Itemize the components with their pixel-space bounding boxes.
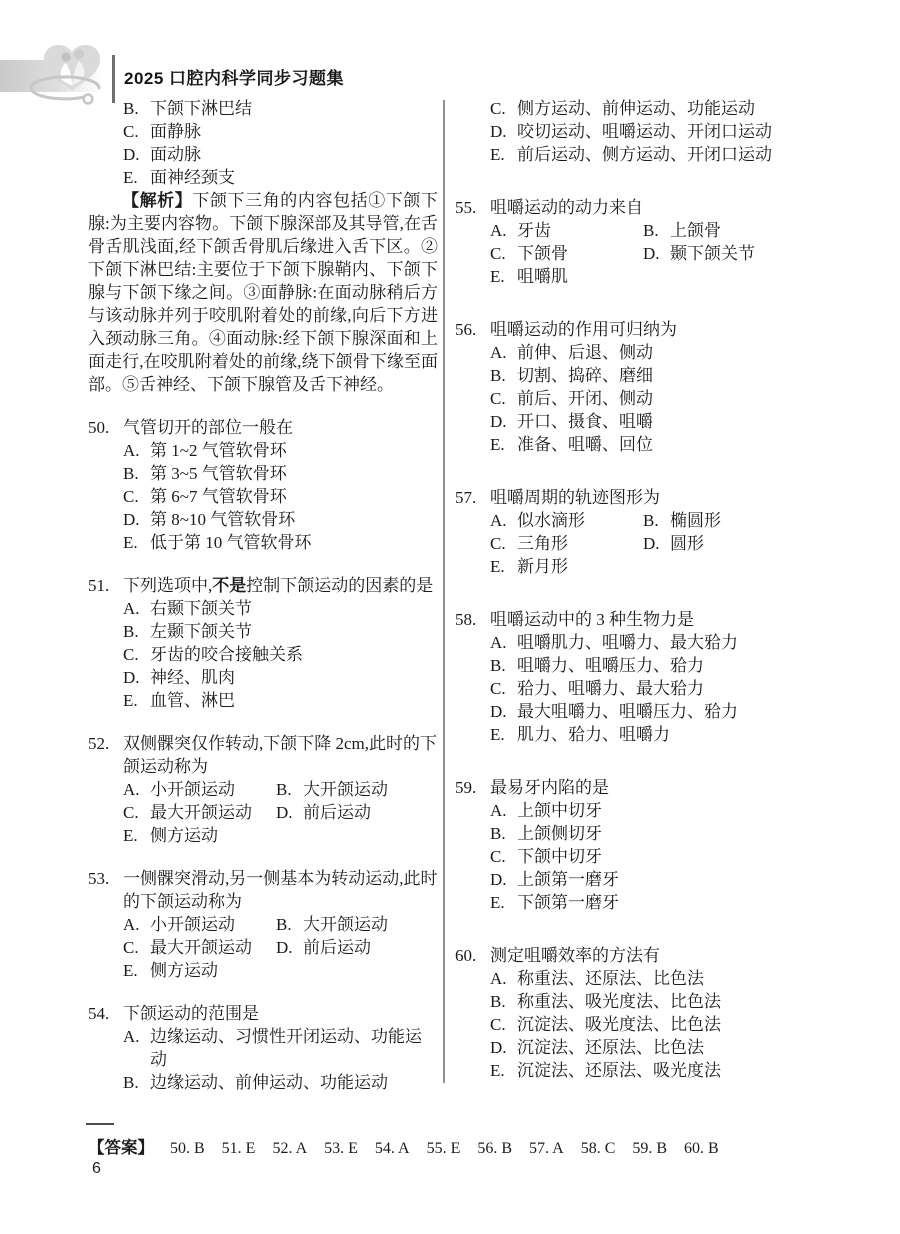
option-label: E. — [123, 168, 138, 187]
option-text: 咀嚼肌力、咀嚼力、最大𬌗力 — [517, 633, 738, 652]
option-text: 低于第 10 气管软骨环 — [150, 533, 312, 552]
stem-segment: 最易牙内陷的是 — [490, 778, 609, 797]
question-block — [88, 732, 438, 847]
option-row — [88, 936, 438, 959]
option-label: D. — [490, 702, 507, 721]
question-head — [88, 867, 438, 913]
question-block — [455, 776, 827, 914]
option-text: 边缘运动、前伸运动、功能运动 — [150, 1073, 388, 1092]
option-label: E. — [490, 1061, 505, 1080]
option-text: 最大咀嚼力、咀嚼压力、𬌗力 — [517, 702, 738, 721]
option-label: E. — [490, 145, 505, 164]
question-head — [88, 732, 438, 778]
question-option — [490, 265, 643, 288]
option-label: B. — [276, 780, 292, 799]
option-text: 最大开颌运动 — [150, 938, 252, 957]
stem-segment: 下列选项中, — [123, 576, 213, 595]
option-text: 准备、咀嚼、回位 — [517, 435, 653, 454]
option-text: 牙齿的咬合接触关系 — [150, 645, 303, 664]
option-label: A. — [490, 633, 507, 652]
option-row — [88, 824, 438, 847]
option-label: B. — [490, 656, 506, 675]
option-label: C. — [490, 244, 506, 263]
option-label: C. — [123, 938, 139, 957]
question-option — [643, 509, 827, 532]
option-label: C. — [490, 534, 506, 553]
answers-divider — [86, 1123, 114, 1125]
option-label: D. — [123, 145, 140, 164]
option-label: D. — [123, 510, 140, 529]
option-text: 颞下颌关节 — [670, 244, 755, 263]
option-text: 小开颌运动 — [150, 915, 235, 934]
stem-segment: 一侧髁突滑动,另一侧基本为转动运动,此时的下颌运动称为 — [123, 869, 438, 911]
page-number: 6 — [92, 1160, 101, 1177]
option-label: B. — [490, 366, 506, 385]
option-row — [455, 532, 827, 555]
option-label: D. — [490, 870, 507, 889]
option-label: A. — [123, 780, 140, 799]
option-label: C. — [490, 679, 506, 698]
answer-item: 59. B — [632, 1140, 668, 1157]
option-label: C. — [490, 1015, 506, 1034]
option-text: 肌力、𬌗力、咀嚼力 — [517, 725, 670, 744]
option-text: 侧方运动 — [150, 826, 218, 845]
question-option — [123, 824, 276, 847]
option-label: A. — [490, 511, 507, 530]
option-label: A. — [490, 221, 507, 240]
stem-segment: 控制下颌运动的因素的是 — [246, 576, 434, 595]
option-label: A. — [490, 969, 507, 988]
option-text: 牙齿 — [517, 221, 551, 240]
option-label: A. — [490, 343, 507, 362]
option-row — [455, 555, 827, 578]
question-option — [455, 433, 827, 456]
question-head — [88, 1002, 438, 1025]
question-number: 50. — [88, 418, 110, 437]
answer-item: 52. A — [272, 1140, 308, 1157]
option-text: 上颌中切牙 — [517, 801, 602, 820]
question-stem — [123, 416, 438, 439]
option-label: D. — [490, 412, 507, 431]
option-label: C. — [123, 803, 139, 822]
answer-item: 51. E — [221, 1140, 256, 1157]
question-option — [276, 778, 438, 801]
question-option — [455, 1013, 827, 1036]
question-block — [88, 867, 438, 982]
question-number: 57. — [455, 488, 477, 507]
option-label: E. — [490, 557, 505, 576]
option-label: A. — [123, 441, 140, 460]
question-option — [490, 219, 643, 242]
question-option — [490, 509, 643, 532]
answer-item: 56. B — [477, 1140, 513, 1157]
question-option — [88, 666, 438, 689]
book-title: 2025 口腔内科学同步习题集 — [124, 69, 345, 88]
question-option — [455, 143, 827, 166]
question-option — [88, 120, 438, 143]
option-label: B. — [643, 511, 659, 530]
option-text: 新月形 — [517, 557, 568, 576]
question-option — [643, 242, 827, 265]
option-text: 右颞下颌关节 — [150, 599, 252, 618]
question-option — [88, 166, 438, 189]
question-option — [490, 555, 643, 578]
question-head — [455, 196, 827, 219]
option-text: 面动脉 — [150, 145, 201, 164]
question-option — [88, 531, 438, 554]
option-label: E. — [123, 961, 138, 980]
question-option — [123, 959, 276, 982]
question-option — [88, 1071, 438, 1094]
question-number: 58. — [455, 610, 477, 629]
option-label: A. — [490, 801, 507, 820]
option-label: C. — [123, 487, 139, 506]
question-stem — [123, 574, 438, 597]
option-text: 侧方运动 — [150, 961, 218, 980]
question-stem — [490, 608, 827, 631]
option-text: 面神经颈支 — [150, 168, 235, 187]
question-option — [643, 219, 827, 242]
question-number: 59. — [455, 778, 477, 797]
question-option — [455, 1036, 827, 1059]
question-block — [88, 416, 438, 554]
option-text: 椭圆形 — [670, 511, 721, 530]
option-text: 上颌第一磨牙 — [517, 870, 619, 889]
option-text: 下颌下淋巴结 — [150, 99, 252, 118]
option-label: B. — [490, 992, 506, 1011]
option-text: 大开颌运动 — [303, 780, 388, 799]
option-row — [88, 959, 438, 982]
option-row — [455, 265, 827, 288]
option-text: 咀嚼力、咀嚼压力、𬌗力 — [517, 656, 704, 675]
answer-key-list — [170, 1140, 736, 1157]
question-option — [276, 913, 438, 936]
question-option — [455, 120, 827, 143]
option-text: 切割、捣碎、磨细 — [517, 366, 653, 385]
question-option — [455, 868, 827, 891]
option-label: E. — [123, 691, 138, 710]
question-option — [455, 387, 827, 410]
question-stem — [490, 944, 827, 967]
question-block — [455, 196, 827, 288]
question-number: 55. — [455, 198, 477, 217]
stem-segment: 双侧髁突仅作转动,下颌下降 2cm,此时的下颌运动称为 — [123, 734, 438, 776]
question-block — [455, 486, 827, 578]
question-option — [88, 643, 438, 666]
question-block — [455, 608, 827, 746]
option-text: 侧方运动、前伸运动、功能运动 — [517, 99, 755, 118]
analysis-paragraph — [88, 189, 438, 396]
option-text: 称重法、还原法、比色法 — [517, 969, 704, 988]
question-option — [88, 508, 438, 531]
stem-segment: 不是 — [212, 576, 247, 595]
question-number: 53. — [88, 869, 110, 888]
question-block — [455, 944, 827, 1082]
question-option — [88, 485, 438, 508]
option-text: 前后运动、侧方运动、开闭口运动 — [517, 145, 772, 164]
option-label: B. — [276, 915, 292, 934]
option-label: B. — [123, 1073, 139, 1092]
question-option — [455, 845, 827, 868]
option-label: B. — [123, 622, 139, 641]
option-label: A. — [123, 915, 140, 934]
answer-key-label: 【答案】 — [88, 1139, 154, 1157]
question-option — [455, 631, 827, 654]
option-label: B. — [643, 221, 659, 240]
option-label: D. — [490, 1038, 507, 1057]
option-text: 𬌗力、咀嚼力、最大𬌗力 — [517, 679, 704, 698]
option-label: A. — [123, 599, 140, 618]
answer-item: 50. B — [170, 1140, 205, 1157]
option-text: 下颌骨 — [517, 244, 568, 263]
option-label: E. — [490, 893, 505, 912]
answer-item: 58. C — [580, 1140, 616, 1157]
question-head — [88, 574, 438, 597]
option-text: 边缘运动、习惯性开闭运动、功能运动 — [150, 1027, 422, 1069]
question-option — [123, 936, 276, 959]
question-option — [276, 801, 438, 824]
option-text: 咬切运动、咀嚼运动、开闭口运动 — [517, 122, 772, 141]
option-text: 似水滴形 — [517, 511, 585, 530]
option-text: 沉淀法、吸光度法、比色法 — [517, 1015, 721, 1034]
option-label: E. — [490, 267, 505, 286]
option-label: C. — [123, 645, 139, 664]
option-row — [88, 778, 438, 801]
question-option — [455, 341, 827, 364]
question-option — [455, 97, 827, 120]
question-option — [455, 822, 827, 845]
answer-item: 54. A — [374, 1140, 410, 1157]
question-option — [276, 936, 438, 959]
question-number: 54. — [88, 1004, 110, 1023]
answer-item: 53. E — [324, 1140, 358, 1157]
option-text: 前后运动 — [303, 938, 371, 957]
stem-segment: 咀嚼运动的动力来自 — [490, 198, 643, 217]
question-option — [455, 990, 827, 1013]
column-divider — [443, 100, 445, 1083]
option-label: D. — [643, 534, 660, 553]
question-stem — [123, 1002, 438, 1025]
analysis-text: 下颌下三角的内容包括①下颌下腺:为主要内容物。下颌下腺深部及其导管,在舌骨舌肌浅面,经下颌舌骨肌后缘进入舌下区。②下颌下淋巴结:主要位于下颌下腺鞘内、下颌下腺与下颌下缘之间。③面静脉:在面动脉稍后方与该动脉并列于咬肌附着处的前缘,向后下方进入颈动脉三角。④面动脉:经下颌下腺深面和上面走行,在咬肌附着处的前缘,绕下颌骨下缘至面部。⑤舌神经、下颌下腺管及舌下神经。 — [88, 191, 439, 394]
question-option — [88, 97, 438, 120]
option-text: 第 6~7 气管软骨环 — [150, 487, 287, 506]
question-option — [123, 913, 276, 936]
option-label: D. — [643, 244, 660, 263]
question-option — [88, 439, 438, 462]
question-stem — [490, 318, 827, 341]
left-column — [88, 97, 438, 1094]
option-label: E. — [490, 435, 505, 454]
option-label: C. — [490, 99, 506, 118]
right-column — [455, 97, 827, 1082]
answer-key — [88, 1134, 848, 1158]
question-number: 51. — [88, 576, 110, 595]
question-number: 56. — [455, 320, 477, 339]
option-text: 咀嚼肌 — [517, 267, 568, 286]
question-option — [455, 410, 827, 433]
stem-segment: 咀嚼运动的作用可归纳为 — [490, 320, 677, 339]
option-row — [455, 509, 827, 532]
stem-segment: 测定咀嚼效率的方法有 — [490, 946, 660, 965]
option-label: D. — [276, 803, 293, 822]
option-row — [88, 913, 438, 936]
question-head — [455, 776, 827, 799]
option-text: 小开颌运动 — [150, 780, 235, 799]
question-head — [455, 486, 827, 509]
option-label: C. — [490, 847, 506, 866]
stem-segment: 下颌运动的范围是 — [123, 1004, 259, 1023]
question-option — [455, 677, 827, 700]
question-option — [490, 532, 643, 555]
question-block — [88, 574, 438, 712]
question-number: 60. — [455, 946, 477, 965]
header-divider — [112, 55, 115, 103]
option-text: 第 1~2 气管软骨环 — [150, 441, 287, 460]
question-option — [455, 891, 827, 914]
option-label: D. — [490, 122, 507, 141]
question-option — [88, 462, 438, 485]
question-head — [455, 608, 827, 631]
option-text: 血管、淋巴 — [150, 691, 235, 710]
question-option — [455, 654, 827, 677]
option-row — [455, 219, 827, 242]
question-head — [88, 416, 438, 439]
question-stem — [123, 732, 438, 778]
stem-segment: 气管切开的部位一般在 — [123, 418, 293, 437]
answer-item: 57. A — [529, 1140, 564, 1157]
question-option — [455, 723, 827, 746]
option-label: B. — [123, 99, 139, 118]
question-head — [455, 944, 827, 967]
question-option — [455, 1059, 827, 1082]
option-text: 圆形 — [670, 534, 704, 553]
question-option — [88, 143, 438, 166]
question-head — [455, 318, 827, 341]
question-option — [88, 620, 438, 643]
option-text: 面静脉 — [150, 122, 201, 141]
question-option — [88, 1025, 438, 1071]
stem-segment: 咀嚼运动中的 3 种生物力是 — [490, 610, 694, 629]
option-text: 前后、开闭、侧动 — [517, 389, 653, 408]
stem-segment: 咀嚼周期的轨迹图形为 — [490, 488, 660, 507]
question-option — [123, 778, 276, 801]
option-text: 第 3~5 气管软骨环 — [150, 464, 287, 483]
option-label: E. — [490, 725, 505, 744]
option-text: 下颌中切牙 — [517, 847, 602, 866]
question-option — [455, 967, 827, 990]
option-text: 三角形 — [517, 534, 568, 553]
option-label: D. — [123, 668, 140, 687]
option-text: 称重法、吸光度法、比色法 — [517, 992, 721, 1011]
option-text: 上颌侧切牙 — [517, 824, 602, 843]
question-option — [455, 700, 827, 723]
question-block — [88, 1002, 438, 1094]
option-label: C. — [490, 389, 506, 408]
question-option — [88, 597, 438, 620]
question-option — [643, 532, 827, 555]
option-text: 前伸、后退、侧动 — [517, 343, 653, 362]
option-label: E. — [123, 826, 138, 845]
option-row — [455, 242, 827, 265]
question-option — [455, 364, 827, 387]
option-label: C. — [123, 122, 139, 141]
question-block — [455, 318, 827, 456]
question-option — [123, 801, 276, 824]
option-row — [88, 801, 438, 824]
option-text: 大开颌运动 — [303, 915, 388, 934]
option-text: 最大开颌运动 — [150, 803, 252, 822]
question-number: 52. — [88, 734, 110, 753]
question-option — [490, 242, 643, 265]
option-text: 神经、肌肉 — [150, 668, 235, 687]
option-text: 沉淀法、还原法、吸光度法 — [517, 1061, 721, 1080]
option-text: 第 8~10 气管软骨环 — [150, 510, 296, 529]
option-text: 上颌骨 — [670, 221, 721, 240]
question-option — [455, 799, 827, 822]
option-text: 下颌第一磨牙 — [517, 893, 619, 912]
option-label: A. — [123, 1027, 140, 1046]
option-label: B. — [123, 464, 139, 483]
question-stem — [123, 867, 438, 913]
analysis-label: 【解析】 — [122, 191, 193, 210]
option-label: E. — [123, 533, 138, 552]
answer-item: 60. B — [684, 1140, 719, 1157]
option-text: 左颞下颌关节 — [150, 622, 252, 641]
option-text: 前后运动 — [303, 803, 371, 822]
answer-item: 55. E — [426, 1140, 461, 1157]
question-stem — [490, 776, 827, 799]
option-label: D. — [276, 938, 293, 957]
question-stem — [490, 196, 827, 219]
question-stem — [490, 486, 827, 509]
question-option — [88, 689, 438, 712]
option-text: 沉淀法、还原法、比色法 — [517, 1038, 704, 1057]
option-text: 开口、摄食、咀嚼 — [517, 412, 653, 431]
option-label: B. — [490, 824, 506, 843]
